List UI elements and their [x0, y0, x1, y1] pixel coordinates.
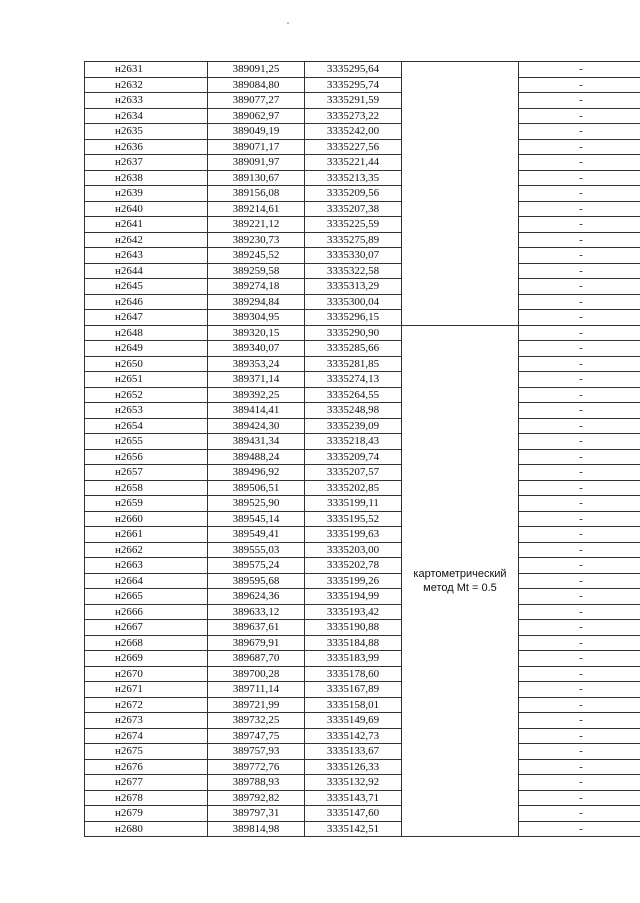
coordinate-x: 389340,07: [208, 341, 305, 357]
table-row: [85, 418, 640, 434]
coordinate-x: 389814,98: [208, 821, 305, 837]
coordinate-y: 3335295,74: [305, 77, 402, 93]
coordinate-x: 389156,08: [208, 186, 305, 202]
method-cell-group-1: [402, 62, 519, 326]
dash-cell: -: [519, 434, 640, 450]
point-name: н2664: [85, 573, 208, 589]
dash-cell: -: [519, 139, 640, 155]
coordinate-y: 3335313,29: [305, 279, 402, 295]
dash-cell: -: [519, 341, 640, 357]
coordinate-y: 3335167,89: [305, 682, 402, 698]
table-row: [85, 775, 640, 791]
coordinate-x: 389772,76: [208, 759, 305, 775]
point-name: н2667: [85, 620, 208, 636]
dash-cell: -: [519, 697, 640, 713]
coordinate-y: 3335218,43: [305, 434, 402, 450]
point-name: н2644: [85, 263, 208, 279]
method-line-1: картометрический: [413, 567, 507, 580]
table-row: [85, 728, 640, 744]
dash-cell: -: [519, 77, 640, 93]
coordinate-x: 389575,24: [208, 558, 305, 574]
coordinate-y: 3335149,69: [305, 713, 402, 729]
table-row: [85, 744, 640, 760]
point-name: н2676: [85, 759, 208, 775]
dash-cell: -: [519, 635, 640, 651]
point-name: н2680: [85, 821, 208, 837]
dash-cell: -: [519, 666, 640, 682]
point-name: н2651: [85, 372, 208, 388]
coordinate-x: 389637,61: [208, 620, 305, 636]
point-name: н2679: [85, 806, 208, 822]
coordinates-table: [84, 61, 640, 837]
coordinate-y: 3335242,00: [305, 124, 402, 140]
point-name: н2655: [85, 434, 208, 450]
coordinate-x: 389595,68: [208, 573, 305, 589]
coordinate-x: 389320,15: [208, 325, 305, 341]
point-name: н2642: [85, 232, 208, 248]
coordinate-x: 389431,34: [208, 434, 305, 450]
point-name: н2649: [85, 341, 208, 357]
coordinate-y: 3335274,13: [305, 372, 402, 388]
coordinate-x: 389496,92: [208, 465, 305, 481]
coordinate-y: 3335213,35: [305, 170, 402, 186]
point-name: н2640: [85, 201, 208, 217]
coordinate-x: 389711,14: [208, 682, 305, 698]
table-row: [85, 449, 640, 465]
point-name: н2659: [85, 496, 208, 512]
dash-cell: -: [519, 372, 640, 388]
coordinate-x: 389747,75: [208, 728, 305, 744]
coordinate-y: 3335209,56: [305, 186, 402, 202]
table-row: [85, 558, 640, 574]
point-name: н2658: [85, 480, 208, 496]
dash-cell: -: [519, 387, 640, 403]
coordinate-x: 389091,97: [208, 155, 305, 171]
point-name: н2674: [85, 728, 208, 744]
coordinate-x: 389353,24: [208, 356, 305, 372]
table-row: [85, 682, 640, 698]
coordinate-y: 3335194,99: [305, 589, 402, 605]
table-row: [85, 124, 640, 140]
table-row: [85, 170, 640, 186]
coordinate-y: 3335296,15: [305, 310, 402, 326]
coordinate-y: 3335143,71: [305, 790, 402, 806]
dash-cell: -: [519, 325, 640, 341]
table-row: [85, 496, 640, 512]
point-name: н2654: [85, 418, 208, 434]
table-row: [85, 790, 640, 806]
table-row: [85, 294, 640, 310]
point-name: н2638: [85, 170, 208, 186]
coordinate-x: 389071,17: [208, 139, 305, 155]
coordinate-x: 389506,51: [208, 480, 305, 496]
point-name: н2646: [85, 294, 208, 310]
point-name: н2645: [85, 279, 208, 295]
coordinate-y: 3335281,85: [305, 356, 402, 372]
dash-cell: -: [519, 279, 640, 295]
coordinate-y: 3335203,00: [305, 542, 402, 558]
coordinate-y: 3335142,73: [305, 728, 402, 744]
coordinate-x: 389700,28: [208, 666, 305, 682]
dash-cell: -: [519, 418, 640, 434]
table-row: [85, 232, 640, 248]
point-name: н2663: [85, 558, 208, 574]
coordinate-x: 389245,52: [208, 248, 305, 264]
coordinate-y: 3335193,42: [305, 604, 402, 620]
coordinate-y: 3335248,98: [305, 403, 402, 419]
coordinate-x: 389792,82: [208, 790, 305, 806]
table-row: [85, 325, 640, 341]
point-name: н2634: [85, 108, 208, 124]
point-name: н2678: [85, 790, 208, 806]
point-name: н2631: [85, 62, 208, 78]
coordinate-y: 3335132,92: [305, 775, 402, 791]
dash-cell: -: [519, 604, 640, 620]
coordinate-x: 389214,61: [208, 201, 305, 217]
scan-speck: [287, 22, 289, 24]
coordinate-y: 3335202,85: [305, 480, 402, 496]
dash-cell: -: [519, 682, 640, 698]
coordinate-x: 389732,25: [208, 713, 305, 729]
coordinate-y: 3335147,60: [305, 806, 402, 822]
coordinate-x: 389555,03: [208, 542, 305, 558]
point-name: н2657: [85, 465, 208, 481]
coordinate-y: 3335178,60: [305, 666, 402, 682]
table-row: [85, 279, 640, 295]
coordinate-y: 3335225,59: [305, 217, 402, 233]
dash-cell: -: [519, 108, 640, 124]
point-name: н2672: [85, 697, 208, 713]
dash-cell: -: [519, 496, 640, 512]
coordinate-y: 3335300,04: [305, 294, 402, 310]
coordinate-y: 3335221,44: [305, 155, 402, 171]
coordinate-x: 389062,97: [208, 108, 305, 124]
point-name: н2647: [85, 310, 208, 326]
table-row: [85, 108, 640, 124]
point-name: н2673: [85, 713, 208, 729]
table-row: [85, 310, 640, 326]
coordinate-x: 389721,99: [208, 697, 305, 713]
point-name: н2662: [85, 542, 208, 558]
table-row: [85, 387, 640, 403]
dash-cell: -: [519, 403, 640, 419]
coordinate-y: 3335290,90: [305, 325, 402, 341]
dash-cell: -: [519, 775, 640, 791]
table-row: [85, 372, 640, 388]
table-row: [85, 666, 640, 682]
coordinate-y: 3335295,64: [305, 62, 402, 78]
point-name: н2636: [85, 139, 208, 155]
dash-cell: -: [519, 186, 640, 202]
coordinate-x: 389488,24: [208, 449, 305, 465]
coordinate-y: 3335158,01: [305, 697, 402, 713]
table-row: [85, 201, 640, 217]
dash-cell: -: [519, 62, 640, 78]
coordinate-x: 389414,41: [208, 403, 305, 419]
point-name: н2677: [85, 775, 208, 791]
dash-cell: -: [519, 651, 640, 667]
table-row: [85, 713, 640, 729]
point-name: н2653: [85, 403, 208, 419]
dash-cell: -: [519, 821, 640, 837]
dash-cell: -: [519, 790, 640, 806]
point-name: н2632: [85, 77, 208, 93]
point-name: н2656: [85, 449, 208, 465]
coordinate-x: 389633,12: [208, 604, 305, 620]
coordinate-x: 389077,27: [208, 93, 305, 109]
dash-cell: -: [519, 527, 640, 543]
table-row: [85, 589, 640, 605]
coordinate-y: 3335273,22: [305, 108, 402, 124]
coordinate-x: 389130,67: [208, 170, 305, 186]
table-row: [85, 620, 640, 636]
dash-cell: -: [519, 93, 640, 109]
method-cell-group-2: [402, 325, 519, 837]
point-name: н2637: [85, 155, 208, 171]
dash-cell: -: [519, 263, 640, 279]
dash-cell: -: [519, 170, 640, 186]
dash-cell: -: [519, 589, 640, 605]
point-name: н2668: [85, 635, 208, 651]
coordinate-x: 389304,95: [208, 310, 305, 326]
point-name: н2671: [85, 682, 208, 698]
dash-cell: -: [519, 620, 640, 636]
coordinate-y: 3335207,57: [305, 465, 402, 481]
table-row: [85, 186, 640, 202]
table-row: [85, 341, 640, 357]
table-row: [85, 697, 640, 713]
point-name: н2639: [85, 186, 208, 202]
table-row: [85, 635, 640, 651]
coordinate-x: 389679,91: [208, 635, 305, 651]
point-name: н2660: [85, 511, 208, 527]
table-row: [85, 248, 640, 264]
table-row: [85, 759, 640, 775]
table-row: [85, 139, 640, 155]
table-row: [85, 434, 640, 450]
coordinate-y: 3335184,88: [305, 635, 402, 651]
coordinate-x: 389259,58: [208, 263, 305, 279]
coordinate-y: 3335264,55: [305, 387, 402, 403]
method-line-2: метод Mt = 0.5: [423, 581, 497, 594]
dash-cell: -: [519, 744, 640, 760]
coordinate-x: 389797,31: [208, 806, 305, 822]
coordinate-y: 3335285,66: [305, 341, 402, 357]
coordinate-y: 3335126,33: [305, 759, 402, 775]
point-name: н2661: [85, 527, 208, 543]
coordinate-x: 389757,93: [208, 744, 305, 760]
dash-cell: -: [519, 558, 640, 574]
dash-cell: -: [519, 155, 640, 171]
coordinate-y: 3335199,11: [305, 496, 402, 512]
coordinate-x: 389788,93: [208, 775, 305, 791]
point-name: н2669: [85, 651, 208, 667]
table-row: [85, 155, 640, 171]
coordinate-y: 3335195,52: [305, 511, 402, 527]
table-row: [85, 62, 640, 78]
coordinates-table-body: [85, 62, 640, 837]
point-name: н2652: [85, 387, 208, 403]
dash-cell: -: [519, 542, 640, 558]
point-name: н2641: [85, 217, 208, 233]
dash-cell: -: [519, 511, 640, 527]
point-name: н2670: [85, 666, 208, 682]
coordinate-x: 389091,25: [208, 62, 305, 78]
coordinate-y: 3335275,89: [305, 232, 402, 248]
dash-cell: -: [519, 806, 640, 822]
coordinate-x: 389084,80: [208, 77, 305, 93]
table-row: [85, 511, 640, 527]
dash-cell: -: [519, 465, 640, 481]
coordinate-x: 389371,14: [208, 372, 305, 388]
dash-cell: -: [519, 217, 640, 233]
table-row: [85, 527, 640, 543]
coordinate-x: 389294,84: [208, 294, 305, 310]
table-row: [85, 217, 640, 233]
coordinate-x: 389230,73: [208, 232, 305, 248]
point-name: н2643: [85, 248, 208, 264]
coordinate-y: 3335133,67: [305, 744, 402, 760]
table-row: [85, 604, 640, 620]
point-name: н2650: [85, 356, 208, 372]
coordinate-y: 3335322,58: [305, 263, 402, 279]
table-row: [85, 480, 640, 496]
dash-cell: -: [519, 573, 640, 589]
table-row: [85, 77, 640, 93]
table-row: [85, 263, 640, 279]
point-name: н2665: [85, 589, 208, 605]
table-row: [85, 821, 640, 837]
coordinate-y: 3335209,74: [305, 449, 402, 465]
dash-cell: -: [519, 480, 640, 496]
coordinate-y: 3335142,51: [305, 821, 402, 837]
coordinate-y: 3335199,63: [305, 527, 402, 543]
coordinate-x: 389049,19: [208, 124, 305, 140]
dash-cell: -: [519, 713, 640, 729]
coordinate-y: 3335183,99: [305, 651, 402, 667]
dash-cell: -: [519, 310, 640, 326]
coordinate-y: 3335291,59: [305, 93, 402, 109]
coordinate-x: 389545,14: [208, 511, 305, 527]
dash-cell: -: [519, 759, 640, 775]
table-row: [85, 356, 640, 372]
coordinate-y: 3335330,07: [305, 248, 402, 264]
coordinate-y: 3335199,26: [305, 573, 402, 589]
table-row: [85, 403, 640, 419]
coordinate-y: 3335239,09: [305, 418, 402, 434]
dash-cell: -: [519, 728, 640, 744]
coordinate-x: 389424,30: [208, 418, 305, 434]
dash-cell: -: [519, 356, 640, 372]
point-name: н2675: [85, 744, 208, 760]
table-row: [85, 573, 640, 589]
point-name: н2666: [85, 604, 208, 620]
coordinate-x: 389525,90: [208, 496, 305, 512]
table-row: [85, 806, 640, 822]
coordinate-y: 3335227,56: [305, 139, 402, 155]
dash-cell: -: [519, 201, 640, 217]
coordinate-y: 3335202,78: [305, 558, 402, 574]
dash-cell: -: [519, 449, 640, 465]
coordinate-x: 389274,18: [208, 279, 305, 295]
coordinate-x: 389687,70: [208, 651, 305, 667]
point-name: н2648: [85, 325, 208, 341]
coordinate-x: 389624,36: [208, 589, 305, 605]
table-row: [85, 651, 640, 667]
table-row: [85, 465, 640, 481]
coordinate-x: 389549,41: [208, 527, 305, 543]
coordinate-y: 3335207,38: [305, 201, 402, 217]
dash-cell: -: [519, 232, 640, 248]
table-row: [85, 542, 640, 558]
dash-cell: -: [519, 124, 640, 140]
coordinate-x: 389221,12: [208, 217, 305, 233]
table-row: [85, 93, 640, 109]
coordinate-y: 3335190,88: [305, 620, 402, 636]
dash-cell: -: [519, 294, 640, 310]
point-name: н2635: [85, 124, 208, 140]
dash-cell: -: [519, 248, 640, 264]
coordinate-x: 389392,25: [208, 387, 305, 403]
point-name: н2633: [85, 93, 208, 109]
